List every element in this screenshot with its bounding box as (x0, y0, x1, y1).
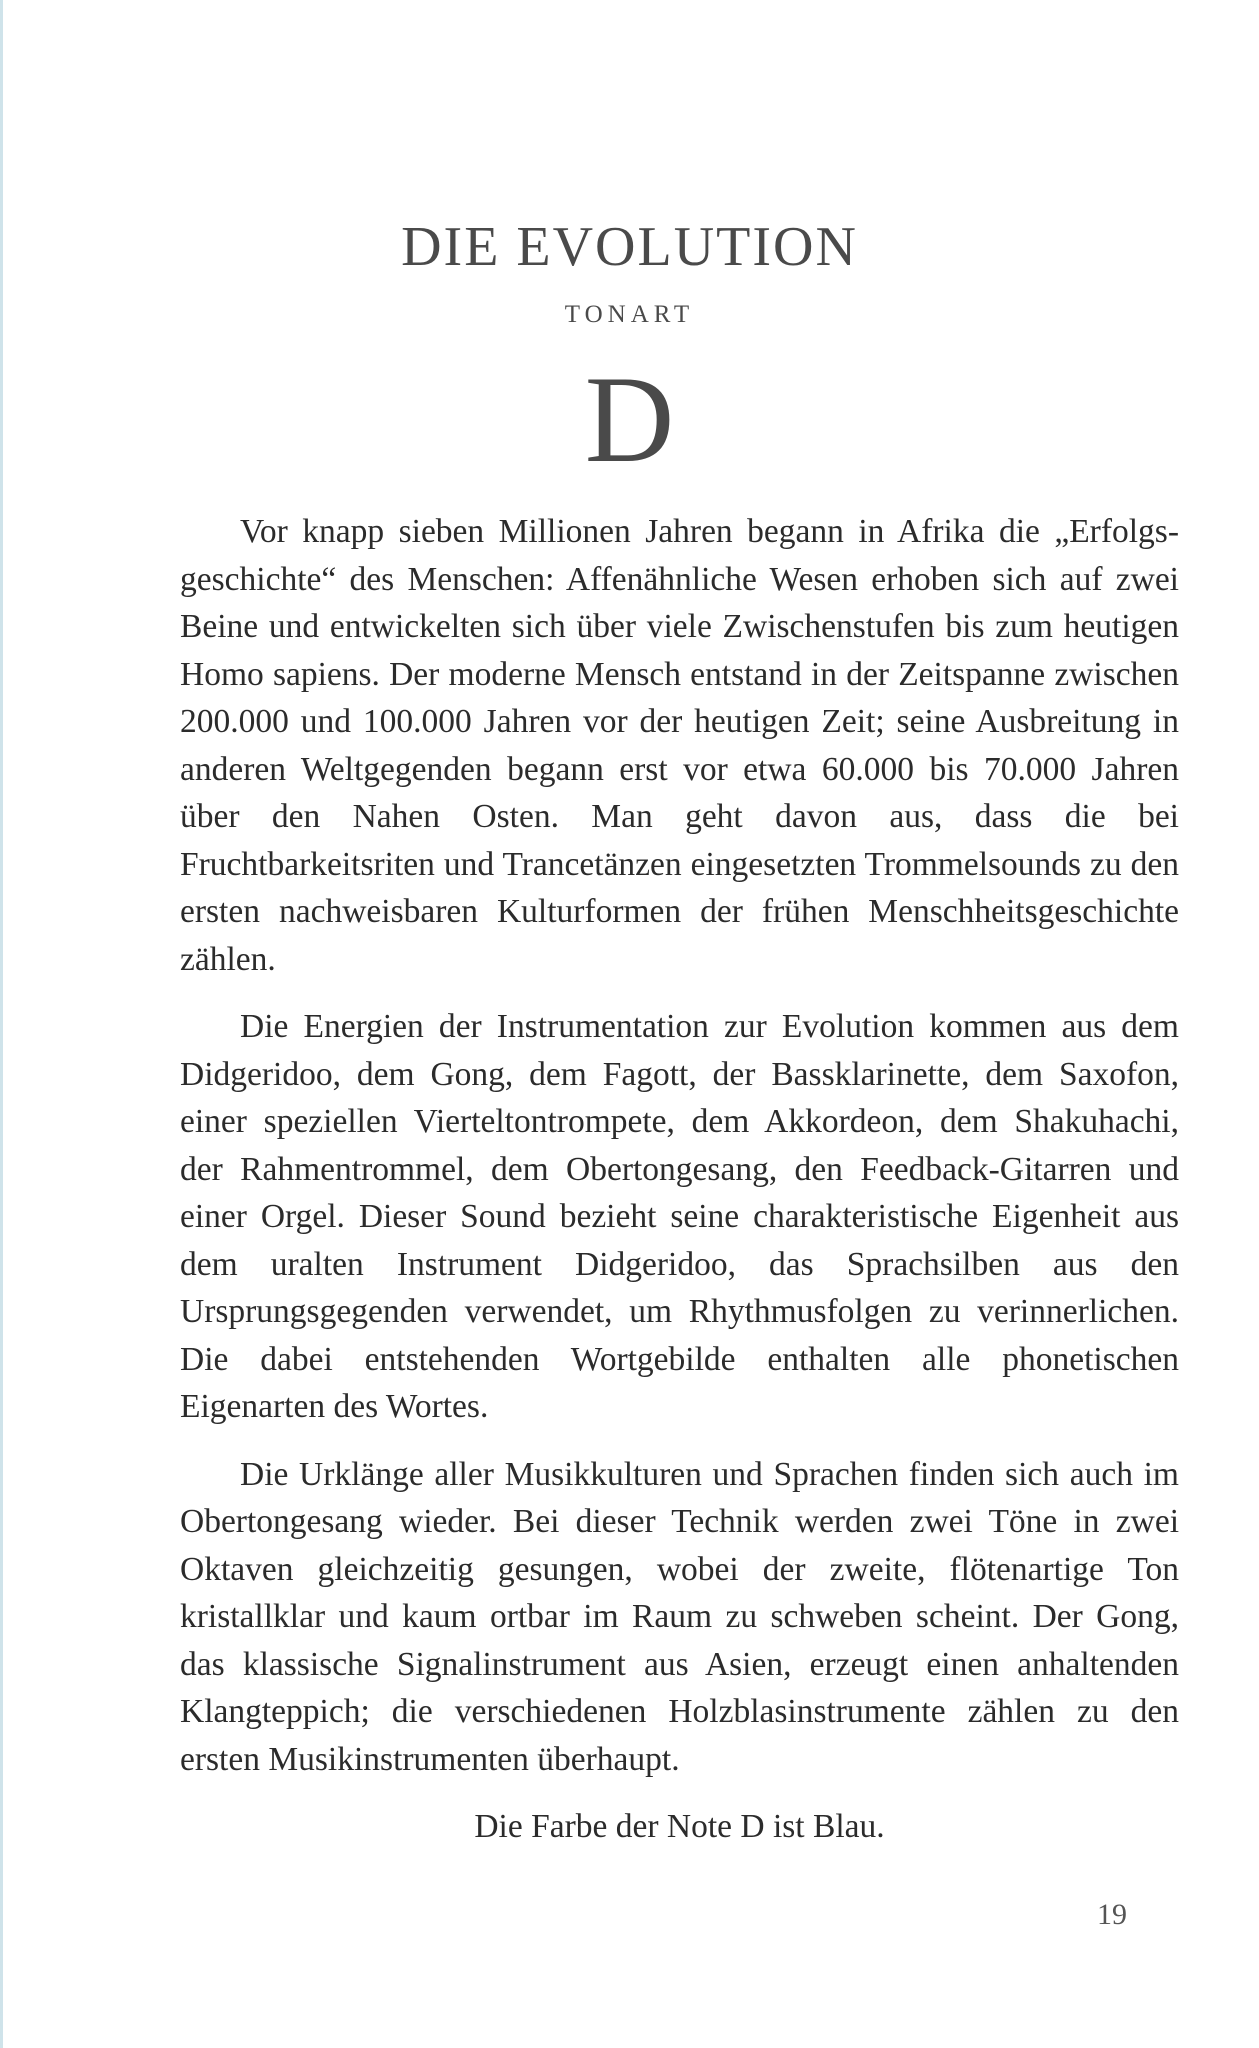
paragraph-3: Die Urklänge aller Musikkulturen und Sprachen finden sich auch im Obertongesang wieder. Bei dieser Technik werden zwei Töne in zwei Oktaven gleichzeitig gesungen, wobei der zweite, flötenartige Ton kristallklar und kaum ortbar im Raum zu schweben scheint. Der Gong, das klassische Signalinstrument aus Asien, erzeugt einen anhaltenden Klangteppich; die verschiedenen Holzblasinstrumente zählen zu den ersten Musikinstrumenten überhaupt. (180, 1455, 1179, 1778)
chapter-subtitle: TONART (564, 301, 695, 328)
page-number: 19 (1097, 1898, 1127, 1931)
paragraph-2: Die Energien der Instrumentation zur Evolution kommen aus dem Didgeridoo, dem Gong, dem Fagott, der Bassklarinette, dem Saxofon, einer speziellen Vierteltontrompete, dem Akkordeon, dem Shakuhachi, der Rahmentrommel, dem Obertongesang, den Feedback-Gitarren und einer Orgel. Dieser Sound bezieht seine charakteristische Eigenheit aus dem uralten Instrument Didgeridoo, das Sprachsilben aus den Ursprungsgegenden verwendet, um Rhythmusfolgen zu verinnerlichen. Die dabei entstehenden Wortgebilde enthalten alle phonetischen Eigenarten des Wortes. (180, 1008, 1179, 1425)
closing-line: Die Farbe der Note D ist Blau. (474, 1808, 885, 1845)
chapter-title: DIE EVOLUTION (401, 216, 858, 278)
body-text (180, 508, 1179, 1851)
key-letter: D (584, 351, 675, 488)
paragraph-1: Vor knapp sieben Millionen Jahren begann in Afrika die „Erfolgsgeschichte“ des Menschen: Affenähnliche Wesen erhoben sich auf zwei Beine und entwickelten sich über viele Zwischenstufen bis zum heutigen Homo sapiens. Der moderne Mensch entstand in der Zeitspanne zwischen 200.000 und 100.000 Jahren vor der heutigen Zeit; seine Ausbreitung in anderen Weltgegenden begann erst vor etwa 60.000 bis 70.000 Jahren über den Nahen Osten. Man geht davon aus, dass die bei Fruchtbarkeitsriten und Trancetänzen eingesetzten Trommelsounds zu den ersten nachweisbaren Kulturformen der frühen Menschheitsgeschichte zählen. (180, 513, 1179, 978)
